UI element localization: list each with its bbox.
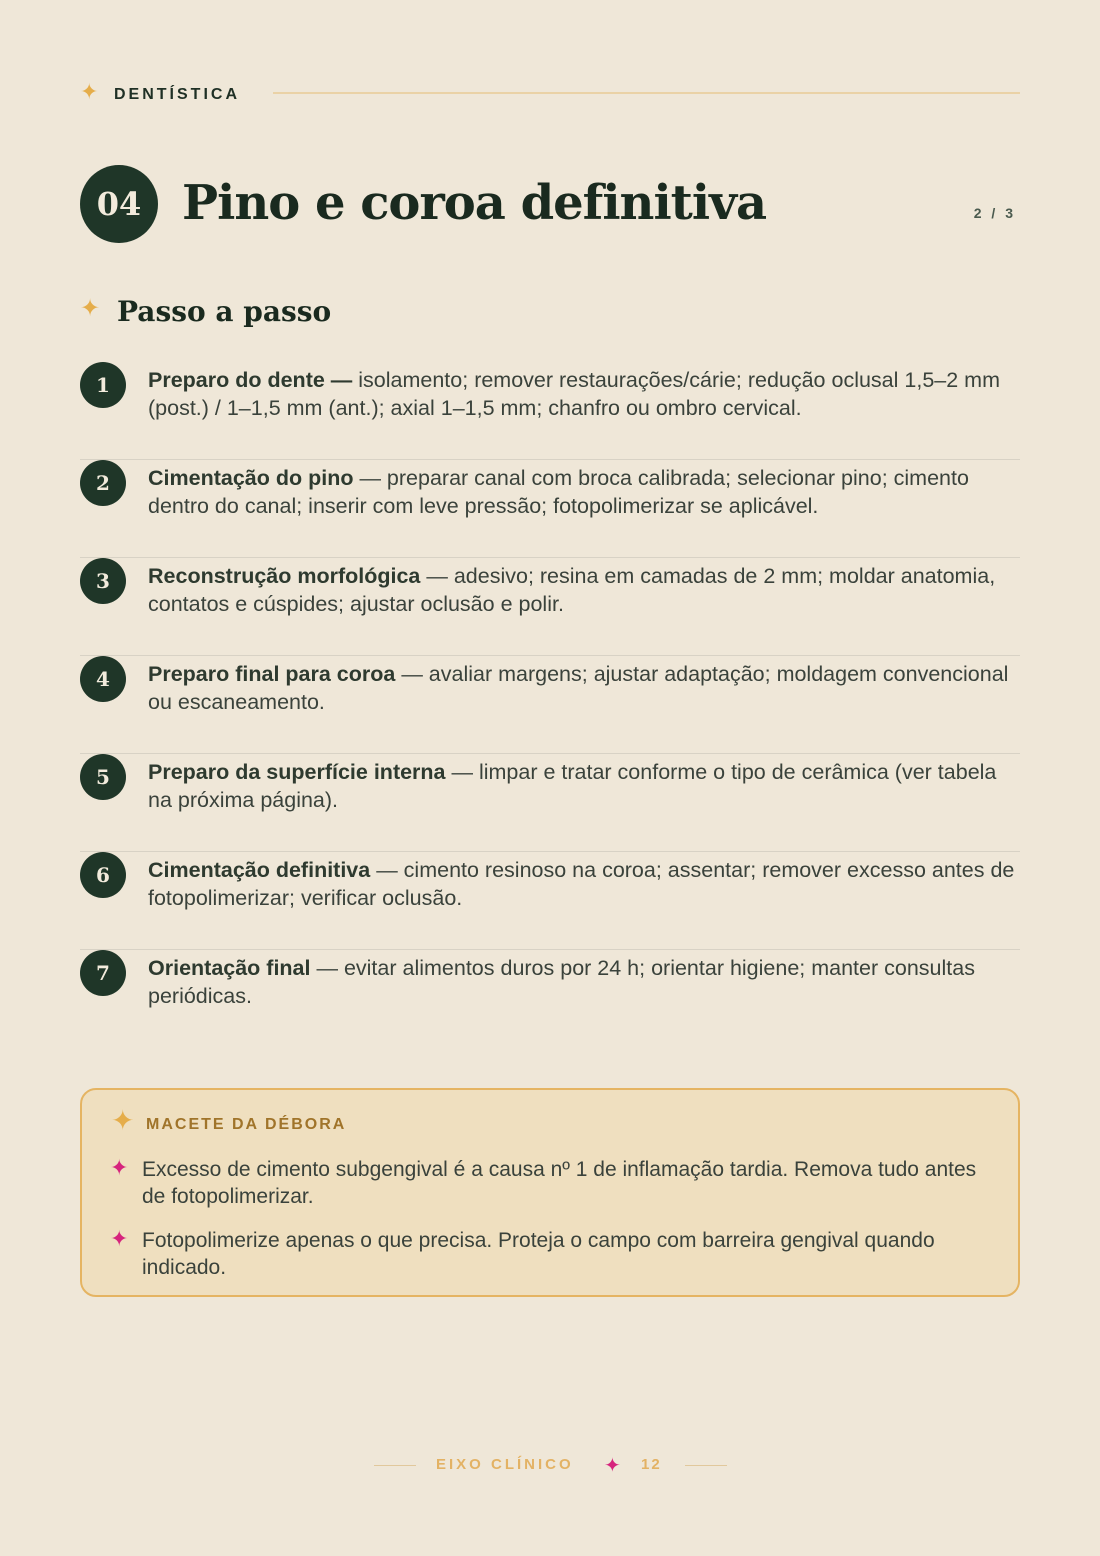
step-body: — avaliar margens; ajustar adaptação; moldagem convencional ou escaneamento.	[148, 662, 1009, 714]
step-text	[148, 366, 1026, 422]
step-text	[148, 954, 1026, 1010]
step-body: — cimento resinoso na coroa; assentar; remover excesso antes de fotopolimerizar; verificar oclusão.	[148, 858, 1015, 910]
page-title: Pino e coroa definitiva	[182, 175, 767, 231]
step-text	[148, 562, 1026, 618]
step-text	[148, 660, 1026, 716]
step-text	[148, 856, 1026, 912]
step-title: Preparo do dente —	[148, 368, 353, 392]
section-header	[80, 80, 1020, 110]
step-number-badge: 6	[80, 852, 126, 898]
step-title: Cimentação do pino	[148, 466, 354, 490]
step-body: — limpar e tratar conforme o tipo de cerâmica (ver tabela na próxima página).	[148, 760, 997, 812]
section-label: DENTÍSTICA	[114, 86, 240, 103]
step-body: isolamento; remover restaurações/cárie; redução oclusal 1,5–2 mm (post.) / 1–1,5 mm (ant.); axial 1–1,5 mm; chanfro ou ombro cervical.	[148, 368, 1000, 420]
tip-label: MACETE DA DÉBORA	[146, 1116, 347, 1133]
chapter-number-badge: 04	[80, 165, 158, 243]
sparkle-icon: ✦	[80, 80, 99, 105]
step-item	[80, 950, 1020, 1048]
step-number-badge: 5	[80, 754, 126, 800]
footer-brand: EIXO CLÍNICO	[436, 1456, 574, 1473]
step-number-badge: 7	[80, 950, 126, 996]
steps-heading-text: Passo a passo	[117, 295, 332, 328]
step-item	[80, 460, 1020, 558]
page-footer	[374, 1454, 727, 1478]
step-number-badge: 3	[80, 558, 126, 604]
steps-list	[80, 362, 1020, 1048]
step-title: Reconstrução morfológica	[148, 564, 421, 588]
page-number: 12	[641, 1456, 662, 1473]
star-bullet-icon: ✦	[110, 1156, 129, 1181]
step-title: Preparo da superfície interna	[148, 760, 446, 784]
step-title: Orientação final	[148, 956, 311, 980]
tip-text: Fotopolimerize apenas o que precisa. Proteja o campo com barreira gengival quando indicado.	[142, 1229, 935, 1279]
page-indicator: 2 / 3	[973, 205, 1016, 221]
step-text	[148, 758, 1026, 814]
footer-divider	[374, 1465, 416, 1466]
step-number-badge: 4	[80, 656, 126, 702]
footer-divider	[685, 1465, 727, 1466]
sparkle-icon: ✦	[80, 294, 101, 322]
step-body: — evitar alimentos duros por 24 h; orientar higiene; manter consultas periódicas.	[148, 956, 975, 1008]
step-item	[80, 558, 1020, 656]
step-text	[148, 464, 1026, 520]
step-number-badge: 1	[80, 362, 126, 408]
tip-callout	[80, 1088, 1020, 1297]
step-body: — adesivo; resina em camadas de 2 mm; moldar anatomia, contatos e cúspides; ajustar oclusão e polir.	[148, 564, 996, 616]
step-item	[80, 852, 1020, 950]
step-number-badge: 2	[80, 460, 126, 506]
step-title: Cimentação definitiva	[148, 858, 371, 882]
step-item	[80, 656, 1020, 754]
step-body: — preparar canal com broca calibrada; selecionar pino; cimento dentro do canal; inserir com leve pressão; fotopolimerizar se aplicável.	[148, 466, 969, 518]
star-bullet-icon: ✦	[110, 1227, 129, 1252]
step-item	[80, 754, 1020, 852]
sparkle-icon: ✦	[111, 1104, 135, 1137]
star-icon: ✦	[604, 1453, 621, 1477]
tip-text: Excesso de cimento subgengival é a causa nº 1 de inflamação tardia. Remova tudo antes de fotopolimerizar.	[142, 1158, 977, 1208]
header-divider	[273, 92, 1020, 94]
step-item	[80, 362, 1020, 460]
step-title: Preparo final para coroa	[148, 662, 396, 686]
